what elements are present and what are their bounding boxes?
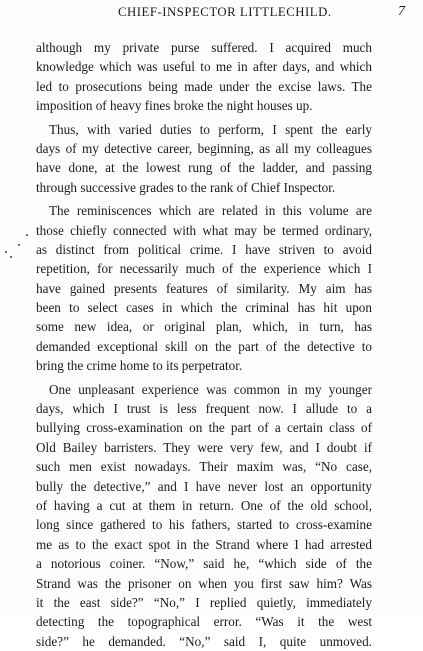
running-head: CHIEF-INSPECTOR LITTLECHILD. xyxy=(118,5,332,19)
text-line: such men exist nowadays. Their maxim was, “No case, xyxy=(36,459,372,475)
ink-speck xyxy=(10,256,12,258)
text-line: have done, at the lowest rung of the ladder, and passing xyxy=(36,160,372,176)
text-line: led to prosecutions being made under the excise laws. The xyxy=(36,78,372,94)
text-line: demanded exceptional skill on the part of the detective to xyxy=(36,338,372,354)
text-line: bullying cross-examination on the part of a certain class of xyxy=(36,420,372,436)
text-line: Thus, with varied duties to perform, I spent the early xyxy=(49,121,372,137)
text-line: as distinct from political crime. I have striven to avoid xyxy=(36,241,372,257)
text-line: Old Bailey barristers. They were very few, and I doubt if xyxy=(36,439,372,455)
text-line: days of my detective career, beginning, as all my colleagues xyxy=(36,140,372,156)
page-number: 7 xyxy=(398,4,405,19)
text-line: a notorious coiner. “Now,” said he, “which side of the xyxy=(36,556,372,572)
text-line: repetition, for necessarily much of the experience which I xyxy=(36,261,372,277)
ink-speck xyxy=(26,234,28,236)
text-line: detecting the topographical error. “Was it the west xyxy=(36,614,372,630)
text-line: The reminiscences which are related in this volume are xyxy=(49,203,372,219)
text-line: it the east side?” “No,” I replied quietly, immediately xyxy=(36,594,372,610)
text-line: days, which I trust is less frequent now. I allude to a xyxy=(36,401,372,417)
body-text xyxy=(36,38,372,651)
ink-speck xyxy=(5,251,7,253)
text-line: One unpleasant experience was common in my younger xyxy=(49,381,372,397)
text-line: through successive grades to the rank of Chief Inspector. xyxy=(36,179,336,195)
text-line: me as to the exact spot in the Strand where I had arrested xyxy=(36,536,372,552)
text-line: long since gathered to his fathers, started to cross-examine xyxy=(36,517,372,533)
text-line: Strand was the prisoner on when you first saw him? Was xyxy=(36,575,372,591)
text-line: those chiefly connected with what may be termed ordinary, xyxy=(36,222,372,238)
text-line: been to select cases in which the criminal has hit upon xyxy=(36,300,372,316)
text-line: side?” he demanded. “No,” said I, quite unmoved. xyxy=(36,633,372,649)
text-line: some new idea, or original plan, which, in turn, has xyxy=(36,319,372,335)
text-line: have gained presents features of similarity. My aim has xyxy=(36,280,372,296)
text-line: knowledge which was useful to me in after days, and which xyxy=(36,59,372,75)
text-line: bully the detective,” and I have never lost an opportunity xyxy=(36,478,372,494)
text-line: imposition of heavy fines broke the night houses up. xyxy=(36,98,313,114)
ink-speck xyxy=(18,244,20,246)
text-line: of having a cut at them in return. One of the old school, xyxy=(36,497,372,513)
text-line: bring the crime home to its perpetrator. xyxy=(36,358,243,374)
text-line: although my private purse suffered. I acquired much xyxy=(36,40,372,55)
